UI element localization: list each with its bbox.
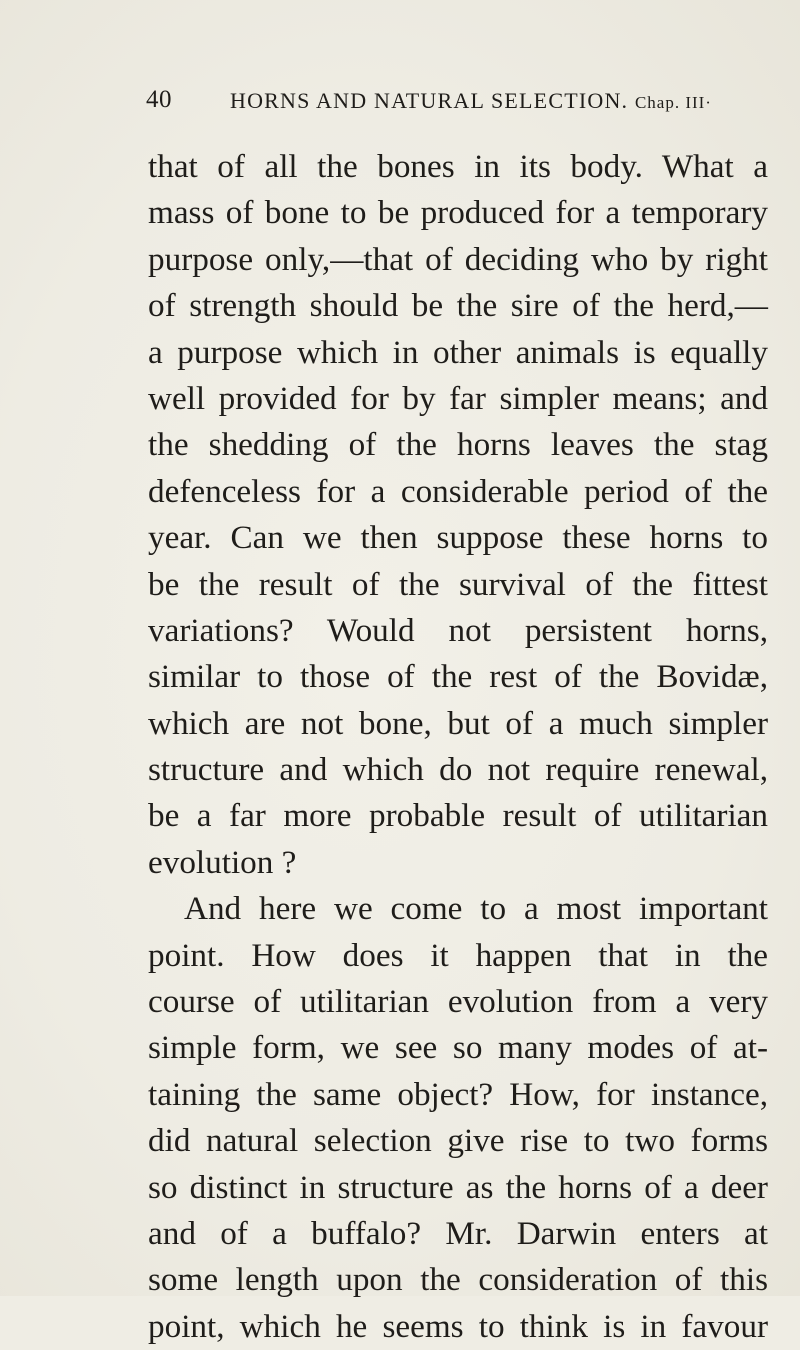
running-head xyxy=(146,86,766,122)
text-line: be a far more probable result of utilitarian xyxy=(148,797,768,835)
text-line: some length upon the consideration of this xyxy=(148,1261,768,1299)
text-line: well provided for by far simpler means; and xyxy=(148,379,768,417)
text-line: that of all the bones in its body. What a xyxy=(148,148,768,185)
text-line: defenceless for a considerable period of the xyxy=(148,472,768,510)
text-line: evolution ? xyxy=(148,843,297,881)
running-title xyxy=(230,88,712,114)
text-line: point. How does it happen that in the xyxy=(148,936,768,974)
text-line: which are not bone, but of a much simpler xyxy=(148,704,768,742)
text-line: And here we come to a most important xyxy=(184,890,768,928)
body-text xyxy=(148,144,768,1350)
chapter-label: Chap. III· xyxy=(634,93,712,112)
text-line: similar to those of the rest of the Bovidæ, xyxy=(148,658,768,696)
chapter-title: HORNS AND NATURAL SELECTION. xyxy=(230,88,629,113)
paragraph xyxy=(148,886,768,1350)
text-line: be the result of the survival of the fittest xyxy=(148,565,768,603)
text-line: course of utilitarian evolution from a very xyxy=(148,983,768,1021)
text-line: variations? Would not persistent horns, xyxy=(148,611,768,649)
paragraph xyxy=(148,144,768,886)
text-line: a purpose which in other animals is equally xyxy=(148,333,768,371)
text-line: of strength should be the sire of the herd,— xyxy=(148,287,768,325)
page-number: 40 xyxy=(146,86,172,113)
text-line: so distinct in structure as the horns of a deer xyxy=(148,1168,768,1206)
text-line: taining the same object? How, for instance, xyxy=(148,1075,768,1113)
text-line: did natural selection give rise to two forms xyxy=(148,1122,768,1160)
text-line: the shedding of the horns leaves the stag xyxy=(148,426,768,464)
text-line: point, which he seems to think is in favour xyxy=(148,1307,768,1345)
text-line: mass of bone to be produced for a temporary xyxy=(148,194,768,232)
text-line: year. Can we then suppose these horns to xyxy=(148,519,768,557)
text-line: simple form, we see so many modes of at- xyxy=(148,1029,768,1067)
text-line: purpose only,—that of deciding who by right xyxy=(148,240,768,278)
text-line: structure and which do not require renewal, xyxy=(148,751,768,789)
text-line: and of a buffalo? Mr. Darwin enters at xyxy=(148,1214,768,1252)
